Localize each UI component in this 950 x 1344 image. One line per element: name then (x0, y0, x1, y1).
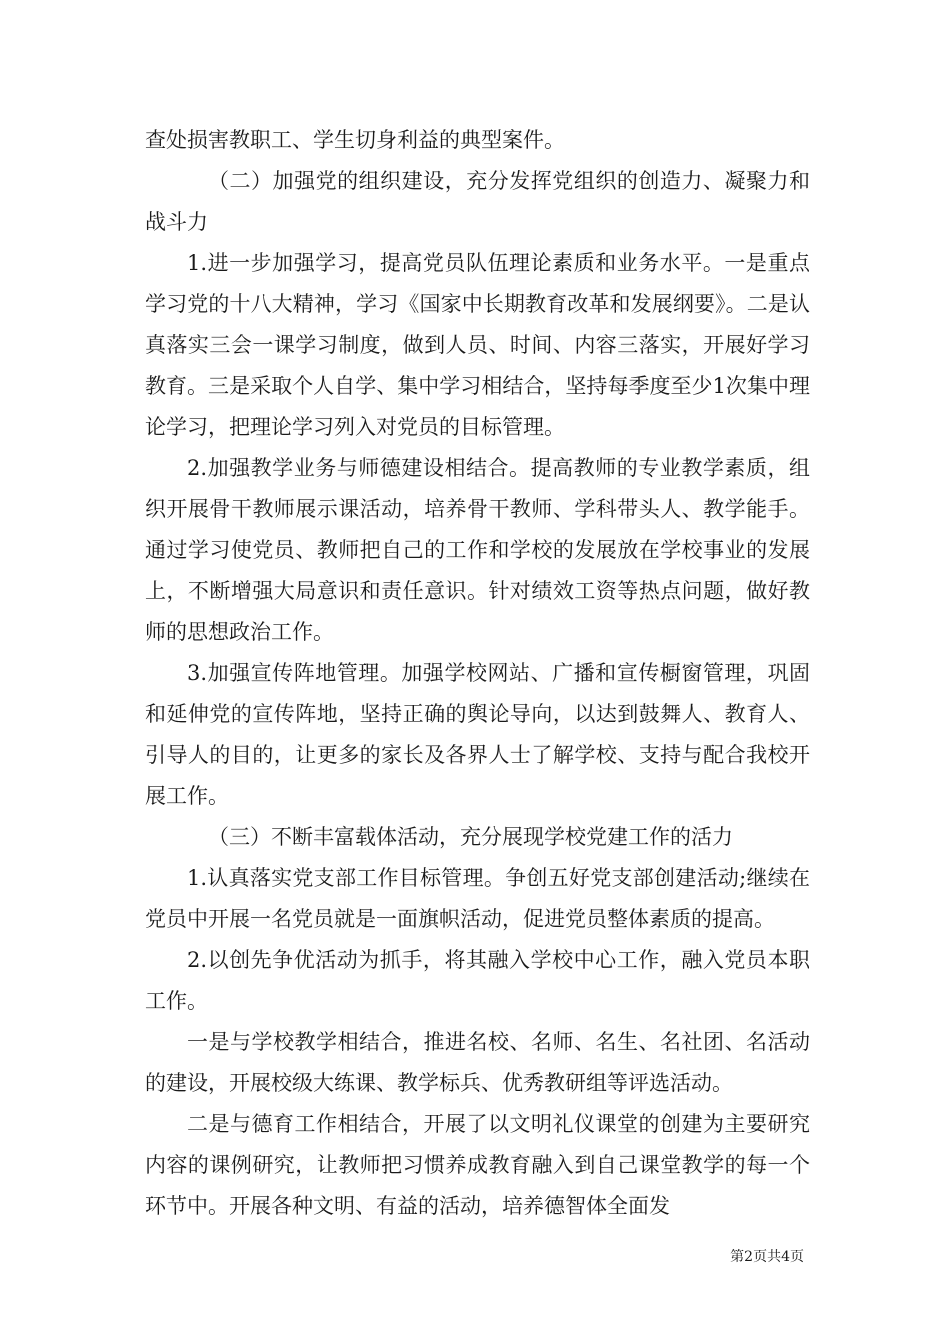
paragraph-teaching-combined: 一是与学校教学相结合，推进名校、名师、名生、名社团、名活动的建设，开展校级大练课、教学标兵、优秀教研组等评选活动。 (145, 1030, 810, 1095)
paragraph-case-handling: 查处损害教职工、学生切身利益的典型案件。 (145, 128, 565, 152)
document-body (145, 120, 810, 1227)
paragraph-publicity: 3.加强宣传阵地管理。加强学校网站、广播和宣传橱窗管理，巩固和延伸党的宣传阵地，坚持正确的舆论导向，以达到鼓舞人、教育人、引导人的目的，让更多的家长及各界人士了解学校、支持与配合我校开展工作。 (145, 661, 810, 808)
section-heading-two: （二）加强党的组织建设，充分发挥党组织的创造力、凝聚力和战斗力 (145, 169, 810, 234)
paragraph-teaching-ethics: 2.加强教学业务与师德建设相结合。提高教师的专业教学素质，组织开展骨干教师展示课活动，培养骨干教师、学科带头人、教学能手。通过学习使党员、教师把自己的工作和学校的发展放在学校事业的发展上，不断增强大局意识和责任意识。针对绩效工资等热点问题，做好教师的思想政治工作。 (145, 456, 810, 644)
page-number: 第2页共4页 (730, 1249, 804, 1265)
paragraph-branch-goals: 1.认真落实党支部工作目标管理。争创五好党支部创建活动;继续在党员中开展一名党员就是一面旗帜活动，促进党员整体素质的提高。 (145, 866, 810, 931)
section-heading-three: （三）不断丰富载体活动，充分展现学校党建工作的活力 (208, 825, 733, 849)
paragraph-study: 1.进一步加强学习，提高党员队伍理论素质和业务水平。一是重点学习党的十八大精神，学习《国家中长期教育改革和发展纲要》。二是认真落实三会一课学习制度，做到人员、时间、内容三落实，开展好学习教育。三是采取个人自学、集中学习相结合，坚持每季度至少1次集中理论学习，把理论学习列入对党员的目标管理。 (145, 251, 810, 439)
paragraph-excellence: 2.以创先争优活动为抓手，将其融入学校中心工作，融入党员本职工作。 (145, 948, 810, 1013)
paragraph-moral-education: 二是与德育工作相结合，开展了以文明礼仪课堂的创建为主要研究内容的课例研究，让教师把习惯养成教育融入到自己课堂教学的每一个环节中。开展各种文明、有益的活动，培养德智体全面发 (145, 1112, 810, 1218)
